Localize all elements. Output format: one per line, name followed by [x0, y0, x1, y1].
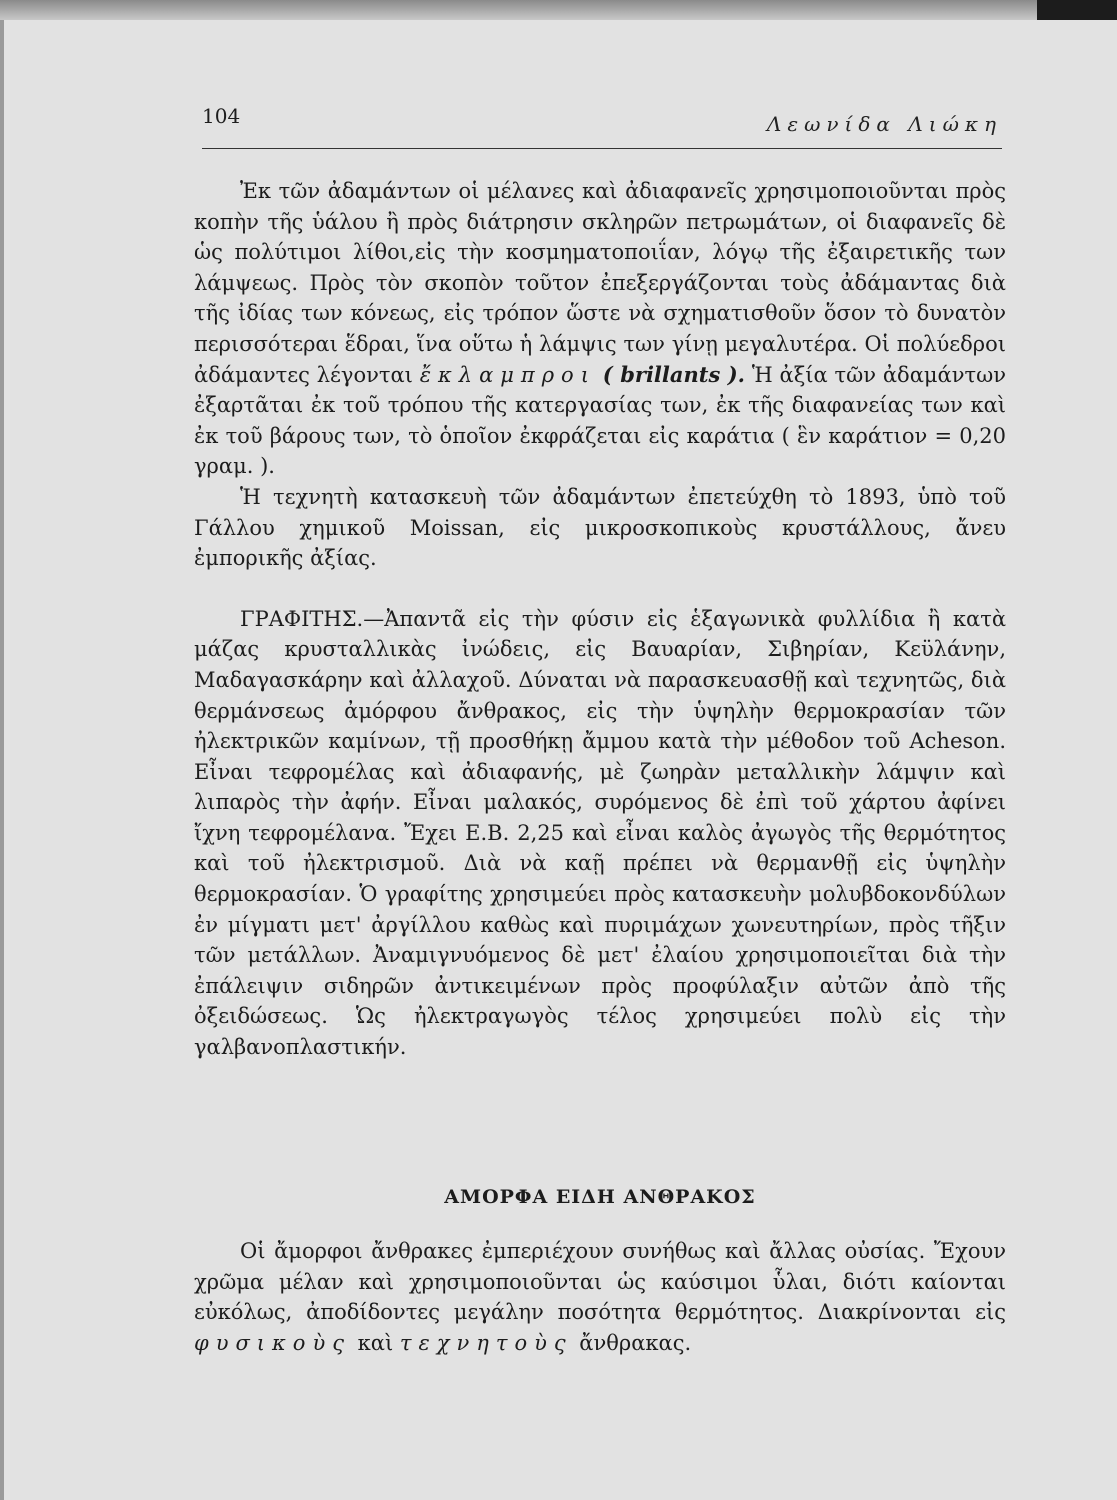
spaced-term: τεχνητοὺς — [399, 1330, 573, 1355]
paragraph-diamonds-use — [194, 176, 1006, 482]
paragraph-synthetic-diamonds: Ἡ τεχνητὴ κατασκευὴ τῶν ἀδαμάντων ἐπετεύχθη τὸ 1893, ὑπὸ τοῦ Γάλλου χημικοῦ Moissan, εἰς μικροσκοπικοὺς κρυστάλλους, ἄνευ ἐμπορικῆς ἀξίας. — [194, 484, 1006, 571]
paragraph-graphite: ΓΡΑΦΙΤΗΣ.—Ἀπαντᾶ εἰς τὴν φύσιν εἰς ἑξαγωνικὰ φυλλίδια ἢ κατὰ μάζας κρυσταλλικὰς ἰνώδεις, εἰς Βαυαρίαν, Σιβηρίαν, Κεϋλάνην, Μαδαγασκάρην καὶ ἀλλαχοῦ. Δύναται νὰ παρασκευασθῇ καὶ τεχνητῶς, διὰ θερμάνσεως ἀμόρφου ἄνθρακος, εἰς τὴν ὑψηλὴν θερμοκρασίαν τῶν ἠλεκτρικῶν καμίνων, τῇ προσθήκῃ ἄμμου κατὰ τὴν μέθοδον τοῦ Acheson. Εἶναι τεφρομέλας καὶ ἀδιαφανής, μὲ ζωηρὰν μεταλλικὴν λάμψιν καὶ λιπαρὸς τὴν ἀφήν. Εἶναι μαλακός, συρόμενος δὲ ἐπὶ τοῦ χάρτου ἀφίνει ἴχνη τεφρομέλανα. Ἔχει Ε.Β. 2,25 καὶ εἶναι καλὸς ἀγωγὸς τῆς θερμότητος καὶ τοῦ ἠλεκτρισμοῦ. Διὰ νὰ καῇ πρέπει νὰ θερμανθῇ εἰς ὑψηλὴν θερμοκρασίαν. Ὁ γραφίτης χρησιμεύει πρὸς κατασκευὴν μολυβδοκονδύλων ἐν μίγματι μετ' ἀργίλλου καθὼς καὶ πυριμάχων χωνευτηρίων, πρὸς τῆξιν τῶν μετάλλων. Ἀναμιγνυόμενος δὲ μετ' ἐλαίου χρησιμοποιεῖται διὰ τὴν ἐπάλειψιν σιδηρῶν ἀντικειμένων πρὸς προφύλαξιν αὐτῶν ἀπὸ τῆς ὀξειδώσεως. Ὡς ἠλεκτραγωγὸς τέλος χρησιμεύει πολὺ εἰς τὴν γαλβανοπλαστικήν. — [194, 606, 1006, 1060]
paragraph-text: Οἱ ἄμορφοι ἄνθρακες ἐμπεριέχουν συνήθως καὶ ἄλλας οὐσίας. Ἔχουν χρῶμα μέλαν καὶ χρησιμοποιοῦνται ὡς καύσιμοι ὗλαι, διότι καίονται εὐκόλως, ἀποδίδοντες μεγάλην ποσότητα θερμότητος. Διακρίνονται εἰς — [194, 1239, 1006, 1325]
spaced-term: ἔκλαμπροι — [419, 362, 596, 387]
top-strip — [0, 0, 1117, 20]
body-text — [194, 176, 1006, 1063]
section-heading: ΑΜΟΡΦΑ ΕΙΔΗ ΑΝΘΡΑΚΟΣ — [444, 1186, 756, 1208]
paragraph-text: Ἐκ τῶν ἀδαμάντων οἱ μέλανες καὶ ἀδιαφανεῖς χρησιμοποιοῦνται πρὸς κοπὴν τῆς ὑάλου ἢ πρὸς διάτρησιν σκληρῶν πετρωμάτων, οἱ διαφανεῖς δὲ ὡς πολύτιμοι λίθοι,εἰς τὴν κοσμηματοποιΐαν, λόγῳ τῆς ἐξαιρετικῆς των λάμψεως. Πρὸς τὸν σκοπὸν τοῦτον ἐπεξεργάζονται τοὺς ἀδάμαντας διὰ τῆς ἰδίας των κόνεως, εἰς τρόπον ὥστε νὰ σχηματισθοῦν ὅσον τὸ δυνατὸν περισσότεραι ἕδραι, ἵνα οὕτω ἡ λάμψις των γίνῃ μεγαλυτέρα. Οἱ πολύεδροι ἀδάμαντες λέγονται — [194, 179, 1006, 387]
page-number: 104 — [202, 104, 241, 128]
page-header — [202, 100, 1002, 149]
scan-corner — [1037, 0, 1117, 22]
paragraph-text: Ἡ ἀξία τῶν ἀδαμάντων ἐξαρτᾶται ἐκ τοῦ τρόπου τῆς κατεργασίας των, ἐκ τῆς διαφανείας των καὶ ἐκ τοῦ βάρους των, τὸ ὁποῖον ἐκφράζεται εἰς καράτια ( ἓν καράτιον = 0,20 γραμ. ). — [194, 362, 1006, 479]
paragraph-text: καὶ — [350, 1330, 400, 1355]
running-head: Λεωνίδα Λιώκη — [766, 112, 1002, 136]
spaced-term: φυσικοὺς — [194, 1330, 351, 1355]
body-text-amorphous — [194, 1236, 1006, 1358]
italic-term: ( brillants ). — [602, 361, 745, 387]
paragraph-text: ἄνθρακας. — [572, 1330, 692, 1355]
paragraph-amorphous-carbon — [194, 1236, 1006, 1358]
